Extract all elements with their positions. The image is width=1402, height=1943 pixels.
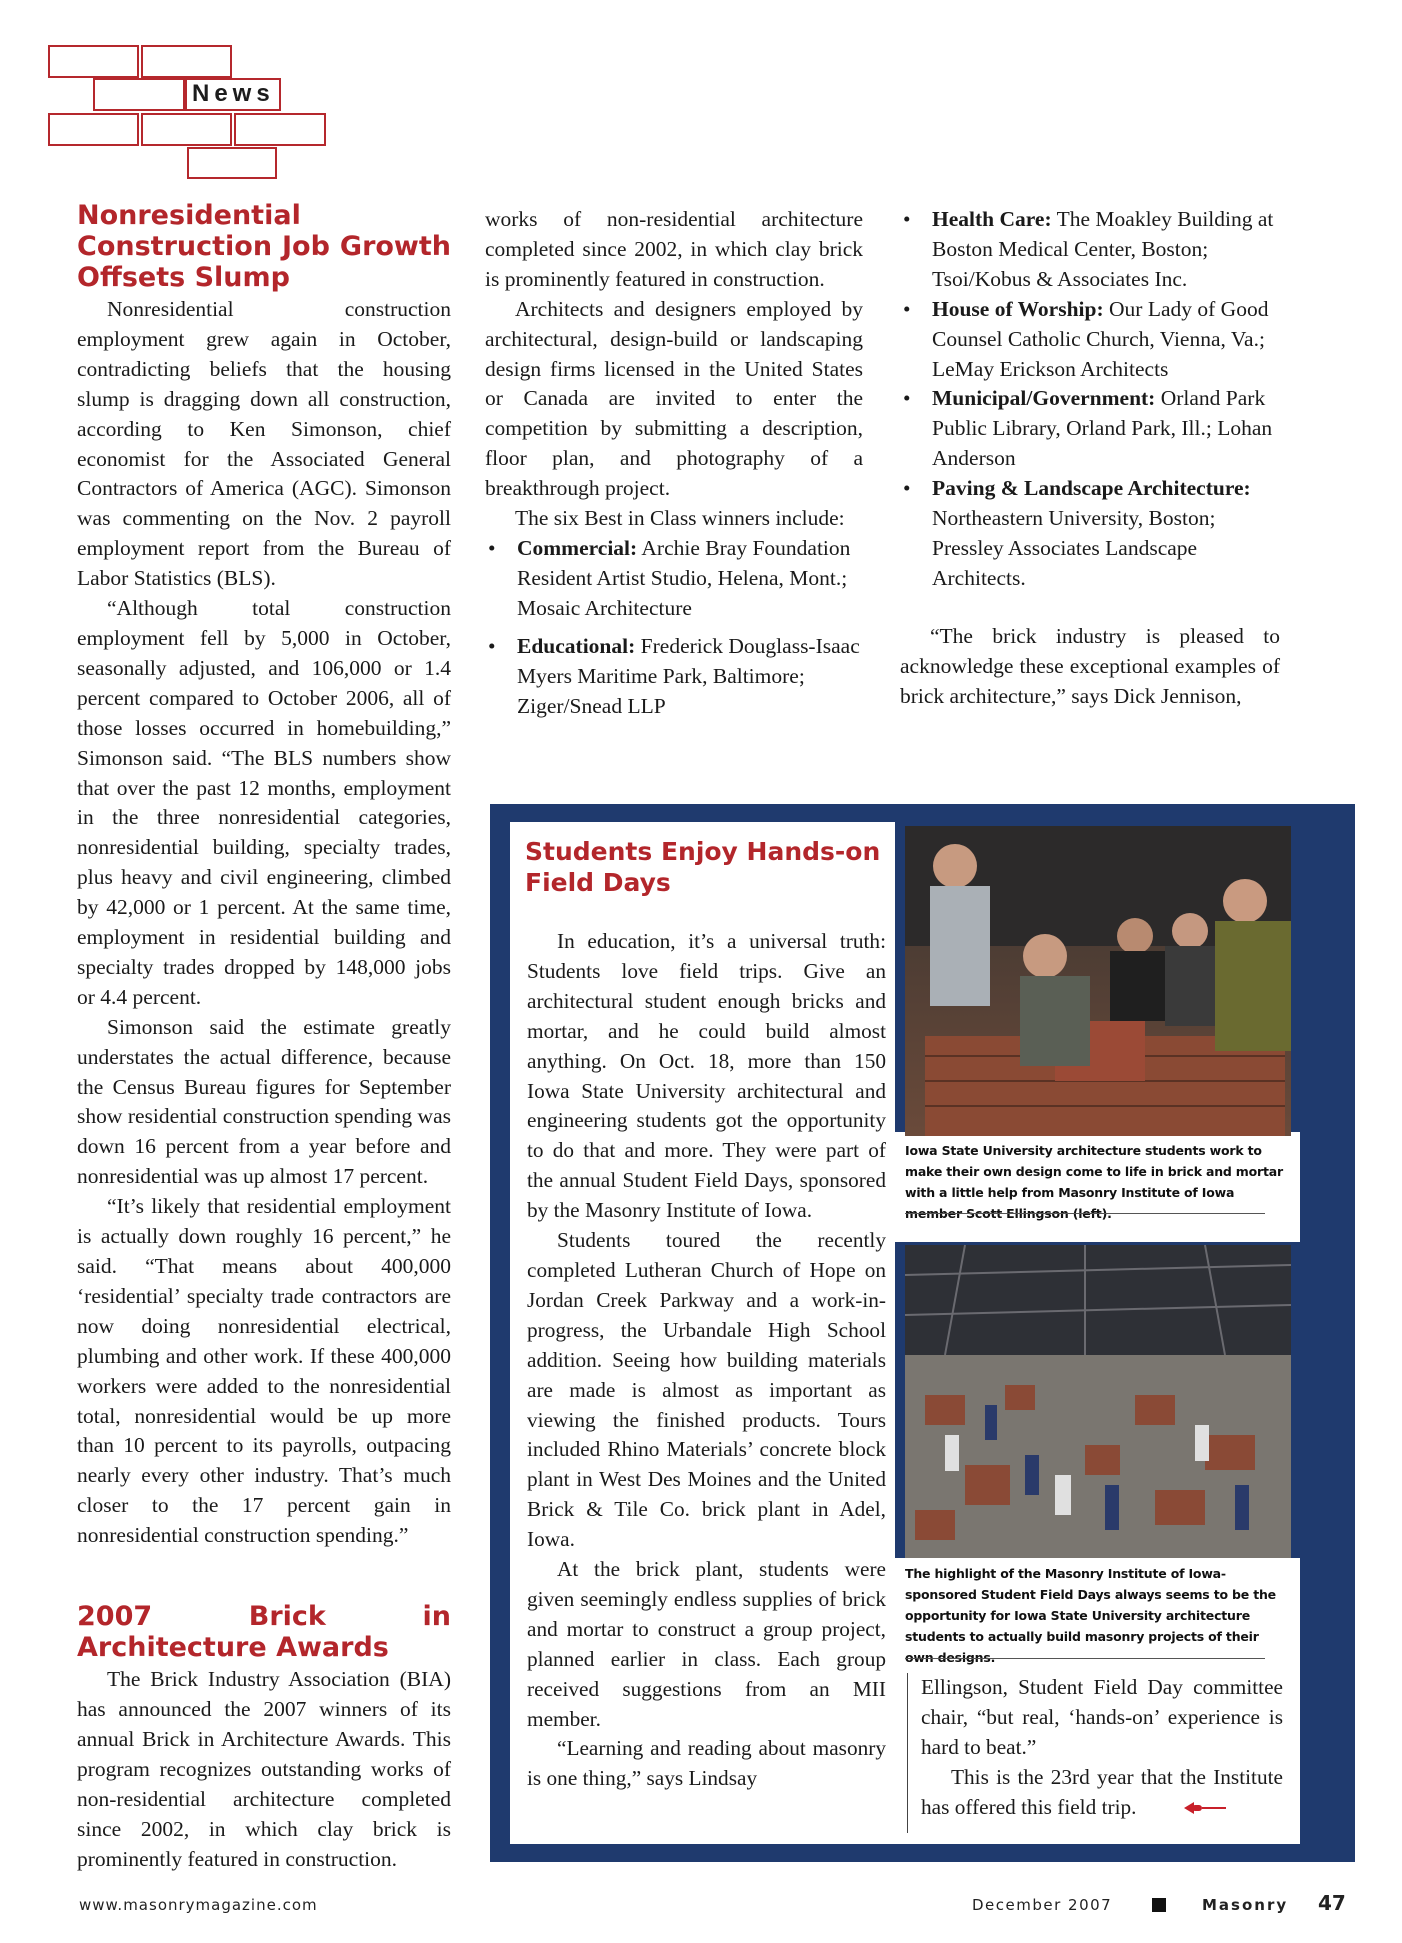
bullet-icon: • [903,296,911,321]
article1-paragraph: Simonson said the estimate greatly understates the actual difference, because the Census Bureau figures for September show residential construction spending was down 16 percent from a year before and nonresidential was up almost 17 percent. [77,1014,451,1189]
photo-students-building [905,826,1291,1136]
sidebar-paragraph: At the brick plant, students were given seemingly endless supplies of brick and mortar to construct a group project, planned earlier in class. Each group received suggestions from an MII member. [527,1557,886,1731]
winner-item: • Health Care: The Moakley Building at Boston Medical Center, Boston; Tsoi/Kobus & Associates Inc. [903,207,1274,291]
sidebar-paragraph: This is the 23rd year that the Institute has offered this field trip. [921,1763,1283,1824]
logo-brick [187,147,277,179]
footer-date: December 2007 [972,1896,1113,1914]
winner-item: • Municipal/Government: Orland Park Public Library, Orland Park, Ill.; Lohan Anderson [903,386,1273,471]
article2-closing: “The brick industry is pleased to acknowledge these exceptional examples of brick architecture,” says Dick Jennison, [900,623,1280,708]
photo-field-day-floor [905,1245,1291,1558]
sidebar-paragraph: Students toured the recently completed Lutheran Church of Hope on Jordan Creek Parkway and a work-in-progress, the Urbandale High School addition. Seeing how building materials are made is almost as important as viewing the finished products. Tours included Rhino Materials’ concrete block plant in West Des Moines and the United Brick & Tile Co. brick plant in Adel, Iowa. [527,1228,886,1552]
winners-intro: The six Best in Class winners include: [515,506,845,531]
winner-item: • House of Worship: Our Lady of Good Counsel Catholic Church, Vienna, Va.; LeMay Erickson Architects [903,296,1269,381]
article1-headline: Nonresidential Construction Job Growth Offsets Slump [77,200,451,293]
article2-paragraph-continued: works of non-residential architecture completed since 2002, in which clay brick is prominently featured in construction. [485,207,863,291]
footer-url: www.masonrymagazine.com [79,1896,318,1914]
winner-item: • Educational: Frederick Douglass-Isaac Myers Maritime Park, Baltimore; Ziger/Snead LLP [488,633,860,718]
logo-brick [234,113,326,146]
bullet-icon: • [903,207,911,231]
photo1-caption: Iowa State University architecture students work to make their own design come to life in brick and mortar with a little help from Masonry Institute of Iowa member Scott Ellingson (left). [905,1143,1283,1221]
sidebar-paragraph: Ellingson, Student Field Day committee chair, “but real, ‘hands-on’ experience is hard to beat.” [921,1675,1283,1759]
bullet-icon: • [488,535,496,560]
winner-item: • Commercial: Archie Bray Foundation Resident Artist Studio, Helena, Mont.; Mosaic Architecture [488,535,851,620]
section-label: News [192,80,275,107]
sidebar-paragraph: In education, it’s a universal truth: Students love field trips. Give an architectural student enough bricks and mortar, and he could build almost anything. On Oct. 18, more than 150 Iowa State University architectural and engineering students got the opportunity to do that and more. They were part of the annual Student Field Days, sponsored by the Masonry Institute of Iowa. [527,929,886,1223]
article2-paragraph: Architects and designers employed by architectural, design-build or landscaping design firms licensed in the United States or Canada are invited to enter the competition by submitting a description, floor plan, and photography of a breakthrough project. [485,296,863,501]
sidebar-continuation [921,1673,1283,1824]
caption-rule [905,1658,1265,1659]
footer-page-number: 47 [1318,1891,1346,1915]
sidebar-headline-wrap [525,836,885,898]
article1-paragraph: Nonresidential construction employment grew again in October, contradicting beliefs that the housing slump is dragging down all construction, according to Ken Simonson, chief economist for the Associated General Contractors of America (AGC). Simonson was commenting on the Nov. 2 payroll employment report from the Bureau of Labor Statistics (BLS). [77,297,451,591]
logo-brick [48,113,139,146]
article1-paragraph: “Although total construction employment fell by 5,000 in October, seasonally adjusted, and 106,000 or 1.4 percent compared to October 2006, all of those losses occurred in homebuilding,” Simonson said. “The BLS numbers show that over the past 12 months, employment in the three nonresidential categories, nonresidential building, specialty trades, plus heavy and civil engineering, climbed by 42,000 or 1 percent. At the same time, employment in residential building and specialty trades dropped by 148,000 jobs or 4.4 percent. [77,596,451,1009]
bullet-icon: • [488,633,496,658]
sidebar-headline: Students Enjoy Hands-on Field Days [525,837,881,897]
logo-brick [141,113,232,146]
footer-square-icon [1152,1898,1166,1912]
photo2-caption: The highlight of the Masonry Institute of Iowa-sponsored Student Field Days always seems to be the opportunity for Iowa State University architecture students to actually build masonry projects of their own designs. [905,1566,1276,1665]
footer-magazine: Masonry [1202,1896,1289,1914]
logo-brick [48,45,139,78]
bullet-icon: • [903,386,911,411]
column-2 [485,205,863,721]
column-rule [907,1673,908,1833]
column-3 [900,205,1280,712]
logo-brick [141,45,232,78]
bullet-icon: • [903,476,911,501]
article1-paragraph: “It’s likely that residential employment is actually down roughly 16 percent,” he said. “That means about 400,000 ‘residential’ specialty trade contractors are now doing nonresidential electrical, plumbing and other work. If these 400,000 workers were added to the nonresidential total, nonresidential would be up more than 10 percent to its payrolls, outpacing nearly every other industry. That’s much closer to the 17 percent gain in nonresidential construction spending.” [77,1194,451,1548]
caption-rule [905,1213,1265,1214]
sidebar-paragraph: “Learning and reading about masonry is one thing,” says Lindsay [527,1736,886,1791]
sidebar-text [527,927,886,1794]
logo-brick [93,78,185,111]
column-1 [77,200,451,1871]
end-mark-icon [1154,1794,1230,1824]
article2-paragraph: The Brick Industry Association (BIA) has announced the 2007 winners of its annual Brick in Architecture Awards. This program recognizes outstanding works of non-residential architecture completed since 2002, in which clay brick is prominently featured in construction. [77,1667,451,1871]
article2-headline: 2007 Brick in Architecture Awards [77,1601,451,1664]
winner-item: • Paving & Landscape Architecture: Northeastern University, Boston; Pressley Associates Landscape Architects. [903,476,1251,590]
